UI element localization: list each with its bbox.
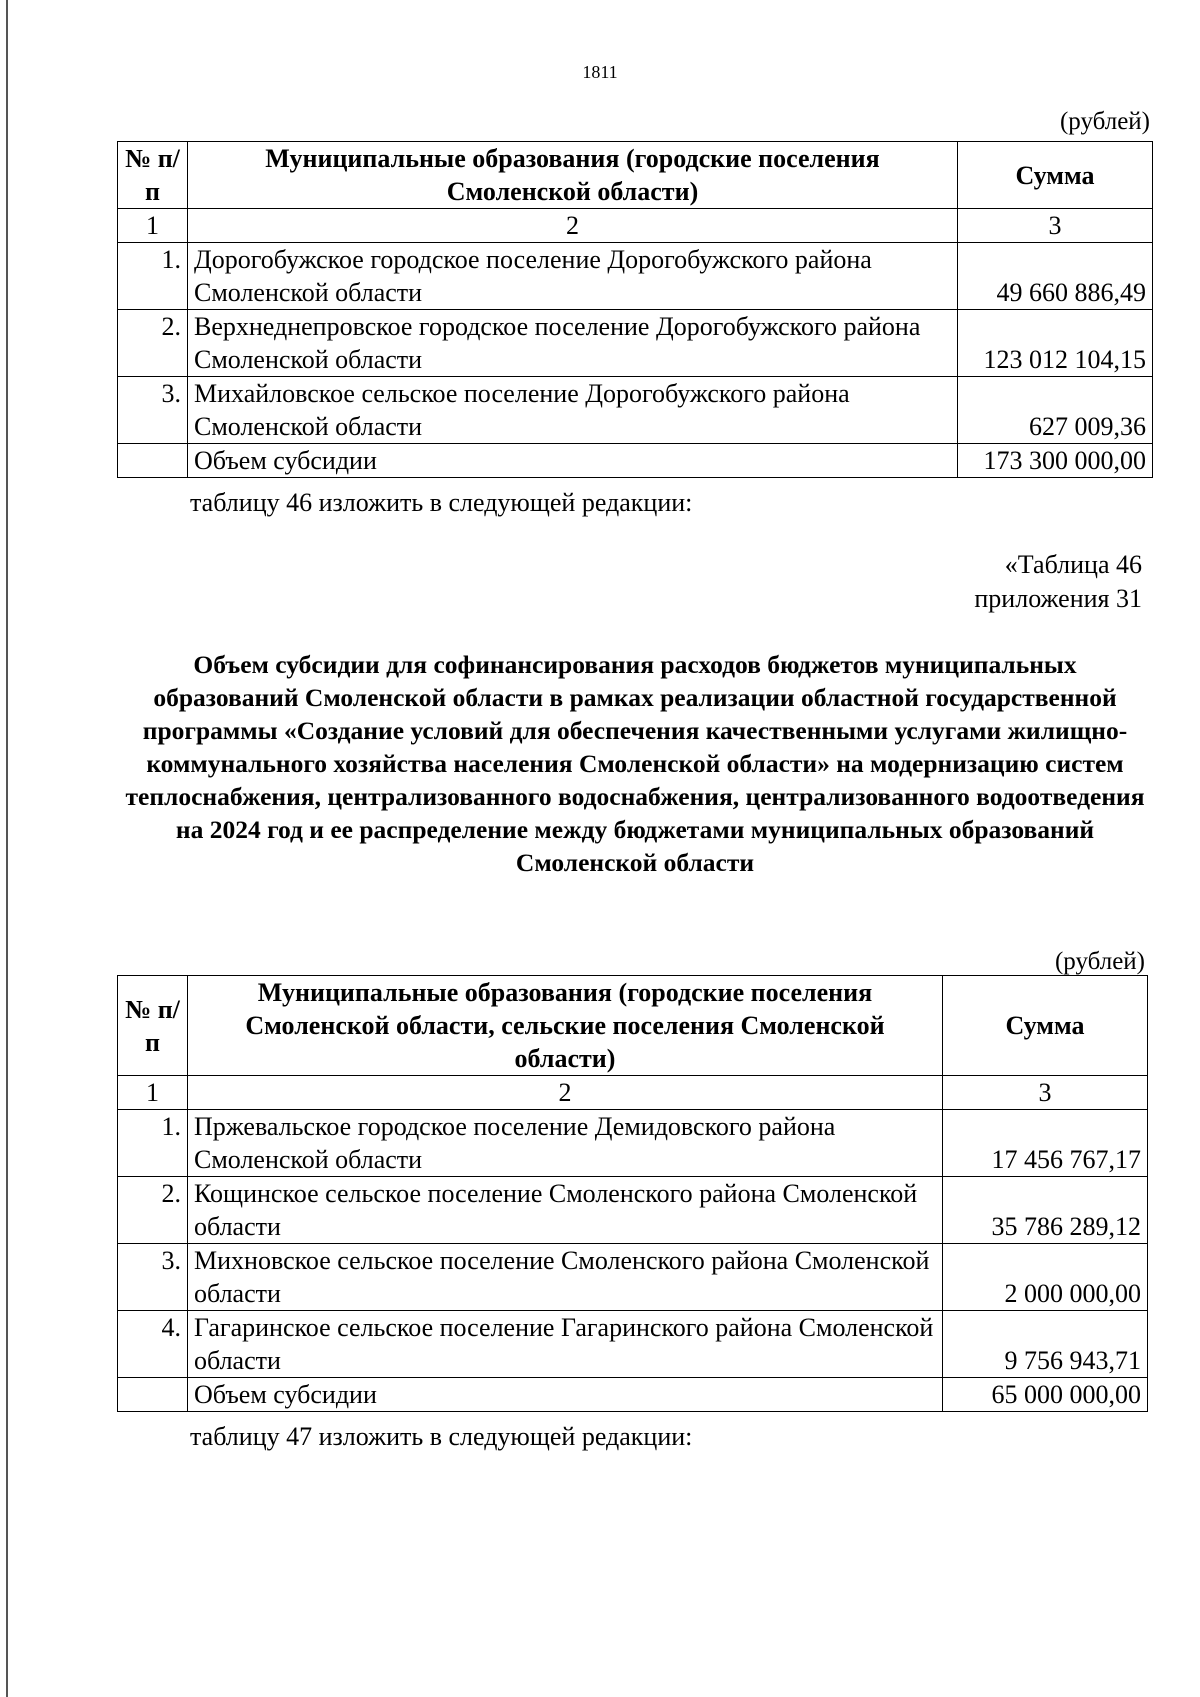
- table2-header-num: № п/п: [118, 976, 188, 1076]
- table1-header-sum: Сумма: [958, 142, 1153, 209]
- row-amount: 35 786 289,12: [943, 1177, 1148, 1244]
- table-row: [118, 310, 1153, 377]
- row-number: 1.: [118, 243, 188, 310]
- row-amount: 49 660 886,49: [958, 243, 1153, 310]
- table1-header-name: Муниципальные образования (городские поселения Смоленской области): [188, 142, 958, 209]
- row-name: Гагаринское сельское поселение Гагаринского района Смоленской области: [188, 1311, 943, 1378]
- page-number: 1811: [582, 62, 618, 82]
- row-number: 3.: [118, 1244, 188, 1311]
- table2-heading: Объем субсидии для софинансирования расходов бюджетов муниципальных образований Смоленской области в рамках реализации областной государственной программы «Создание условий для обеспечения качественными услугами жилищно-коммунального хозяйства населения Смоленской области» на модернизацию систем теплоснабжения, централизованного водоснабжения, централизованного водоотведения на 2024 год и ее распределение между бюджетами муниципальных образований Смоленской области: [125, 650, 1145, 877]
- row-amount: 627 009,36: [958, 377, 1153, 444]
- row-name: Дорогобужское городское поселение Дорогобужского района Смоленской области: [188, 243, 958, 310]
- table2-colnum-2: 2: [188, 1076, 943, 1110]
- total-empty-cell: [118, 1378, 188, 1412]
- table2-colnum-1: 1: [118, 1076, 188, 1110]
- table1-colnum-1: 1: [118, 209, 188, 243]
- total-amount: 65 000 000,00: [943, 1378, 1148, 1412]
- table1-colnum-2: 2: [188, 209, 958, 243]
- row-number: 1.: [118, 1110, 188, 1177]
- table2-header-sum: Сумма: [943, 976, 1148, 1076]
- table2-total-row: [118, 1378, 1148, 1412]
- row-number: 4.: [118, 1311, 188, 1378]
- row-number: 2.: [118, 1177, 188, 1244]
- total-amount: 173 300 000,00: [958, 444, 1153, 478]
- table-row: [118, 1244, 1148, 1311]
- table1-total-row: [118, 444, 1153, 478]
- row-number: 2.: [118, 310, 188, 377]
- row-amount: 17 456 767,17: [943, 1110, 1148, 1177]
- table-reference-line1: «Таблица 46: [1004, 550, 1142, 579]
- row-name: Верхнеднепровское городское поселение Дорогобужского района Смоленской области: [188, 310, 958, 377]
- table1-header-row: [118, 142, 1153, 209]
- row-name: Михайловское сельское поселение Дорогобужского района Смоленской области: [188, 377, 958, 444]
- table-reference-line2: приложения 31: [974, 584, 1142, 613]
- table2-unit: (рублей): [1054, 948, 1145, 975]
- table2-header-name: Муниципальные образования (городские поселения Смоленской области, сельские поселения Смоленской области): [188, 976, 943, 1076]
- table-row: [118, 1177, 1148, 1244]
- table2-colnum-3: 3: [943, 1076, 1148, 1110]
- note-table-47: таблицу 47 изложить в следующей редакции:: [190, 1422, 693, 1451]
- total-empty-cell: [118, 444, 188, 478]
- table-row: [118, 243, 1153, 310]
- table1-colnum-3: 3: [958, 209, 1153, 243]
- total-label: Объем субсидии: [188, 444, 958, 478]
- table-row: [118, 1110, 1148, 1177]
- table2-column-numbers: [118, 1076, 1148, 1110]
- table2: [117, 975, 1148, 1412]
- row-name: Кощинское сельское поселение Смоленского района Смоленской области: [188, 1177, 943, 1244]
- table2-header-row: [118, 976, 1148, 1076]
- table-row: [118, 377, 1153, 444]
- row-name: Михновское сельское поселение Смоленского района Смоленской области: [188, 1244, 943, 1311]
- table1-header-num: № п/п: [118, 142, 188, 209]
- row-number: 3.: [118, 377, 188, 444]
- row-amount: 9 756 943,71: [943, 1311, 1148, 1378]
- table-row: [118, 1311, 1148, 1378]
- table1-unit: (рублей): [1059, 108, 1150, 135]
- note-table-46: таблицу 46 изложить в следующей редакции:: [190, 488, 693, 517]
- table1: [117, 141, 1153, 478]
- row-amount: 123 012 104,15: [958, 310, 1153, 377]
- total-label: Объем субсидии: [188, 1378, 943, 1412]
- row-amount: 2 000 000,00: [943, 1244, 1148, 1311]
- scan-edge-line: [6, 0, 8, 1697]
- table-reference: [974, 548, 1142, 616]
- row-name: Пржевальское городское поселение Демидовского района Смоленской области: [188, 1110, 943, 1177]
- table1-column-numbers: [118, 209, 1153, 243]
